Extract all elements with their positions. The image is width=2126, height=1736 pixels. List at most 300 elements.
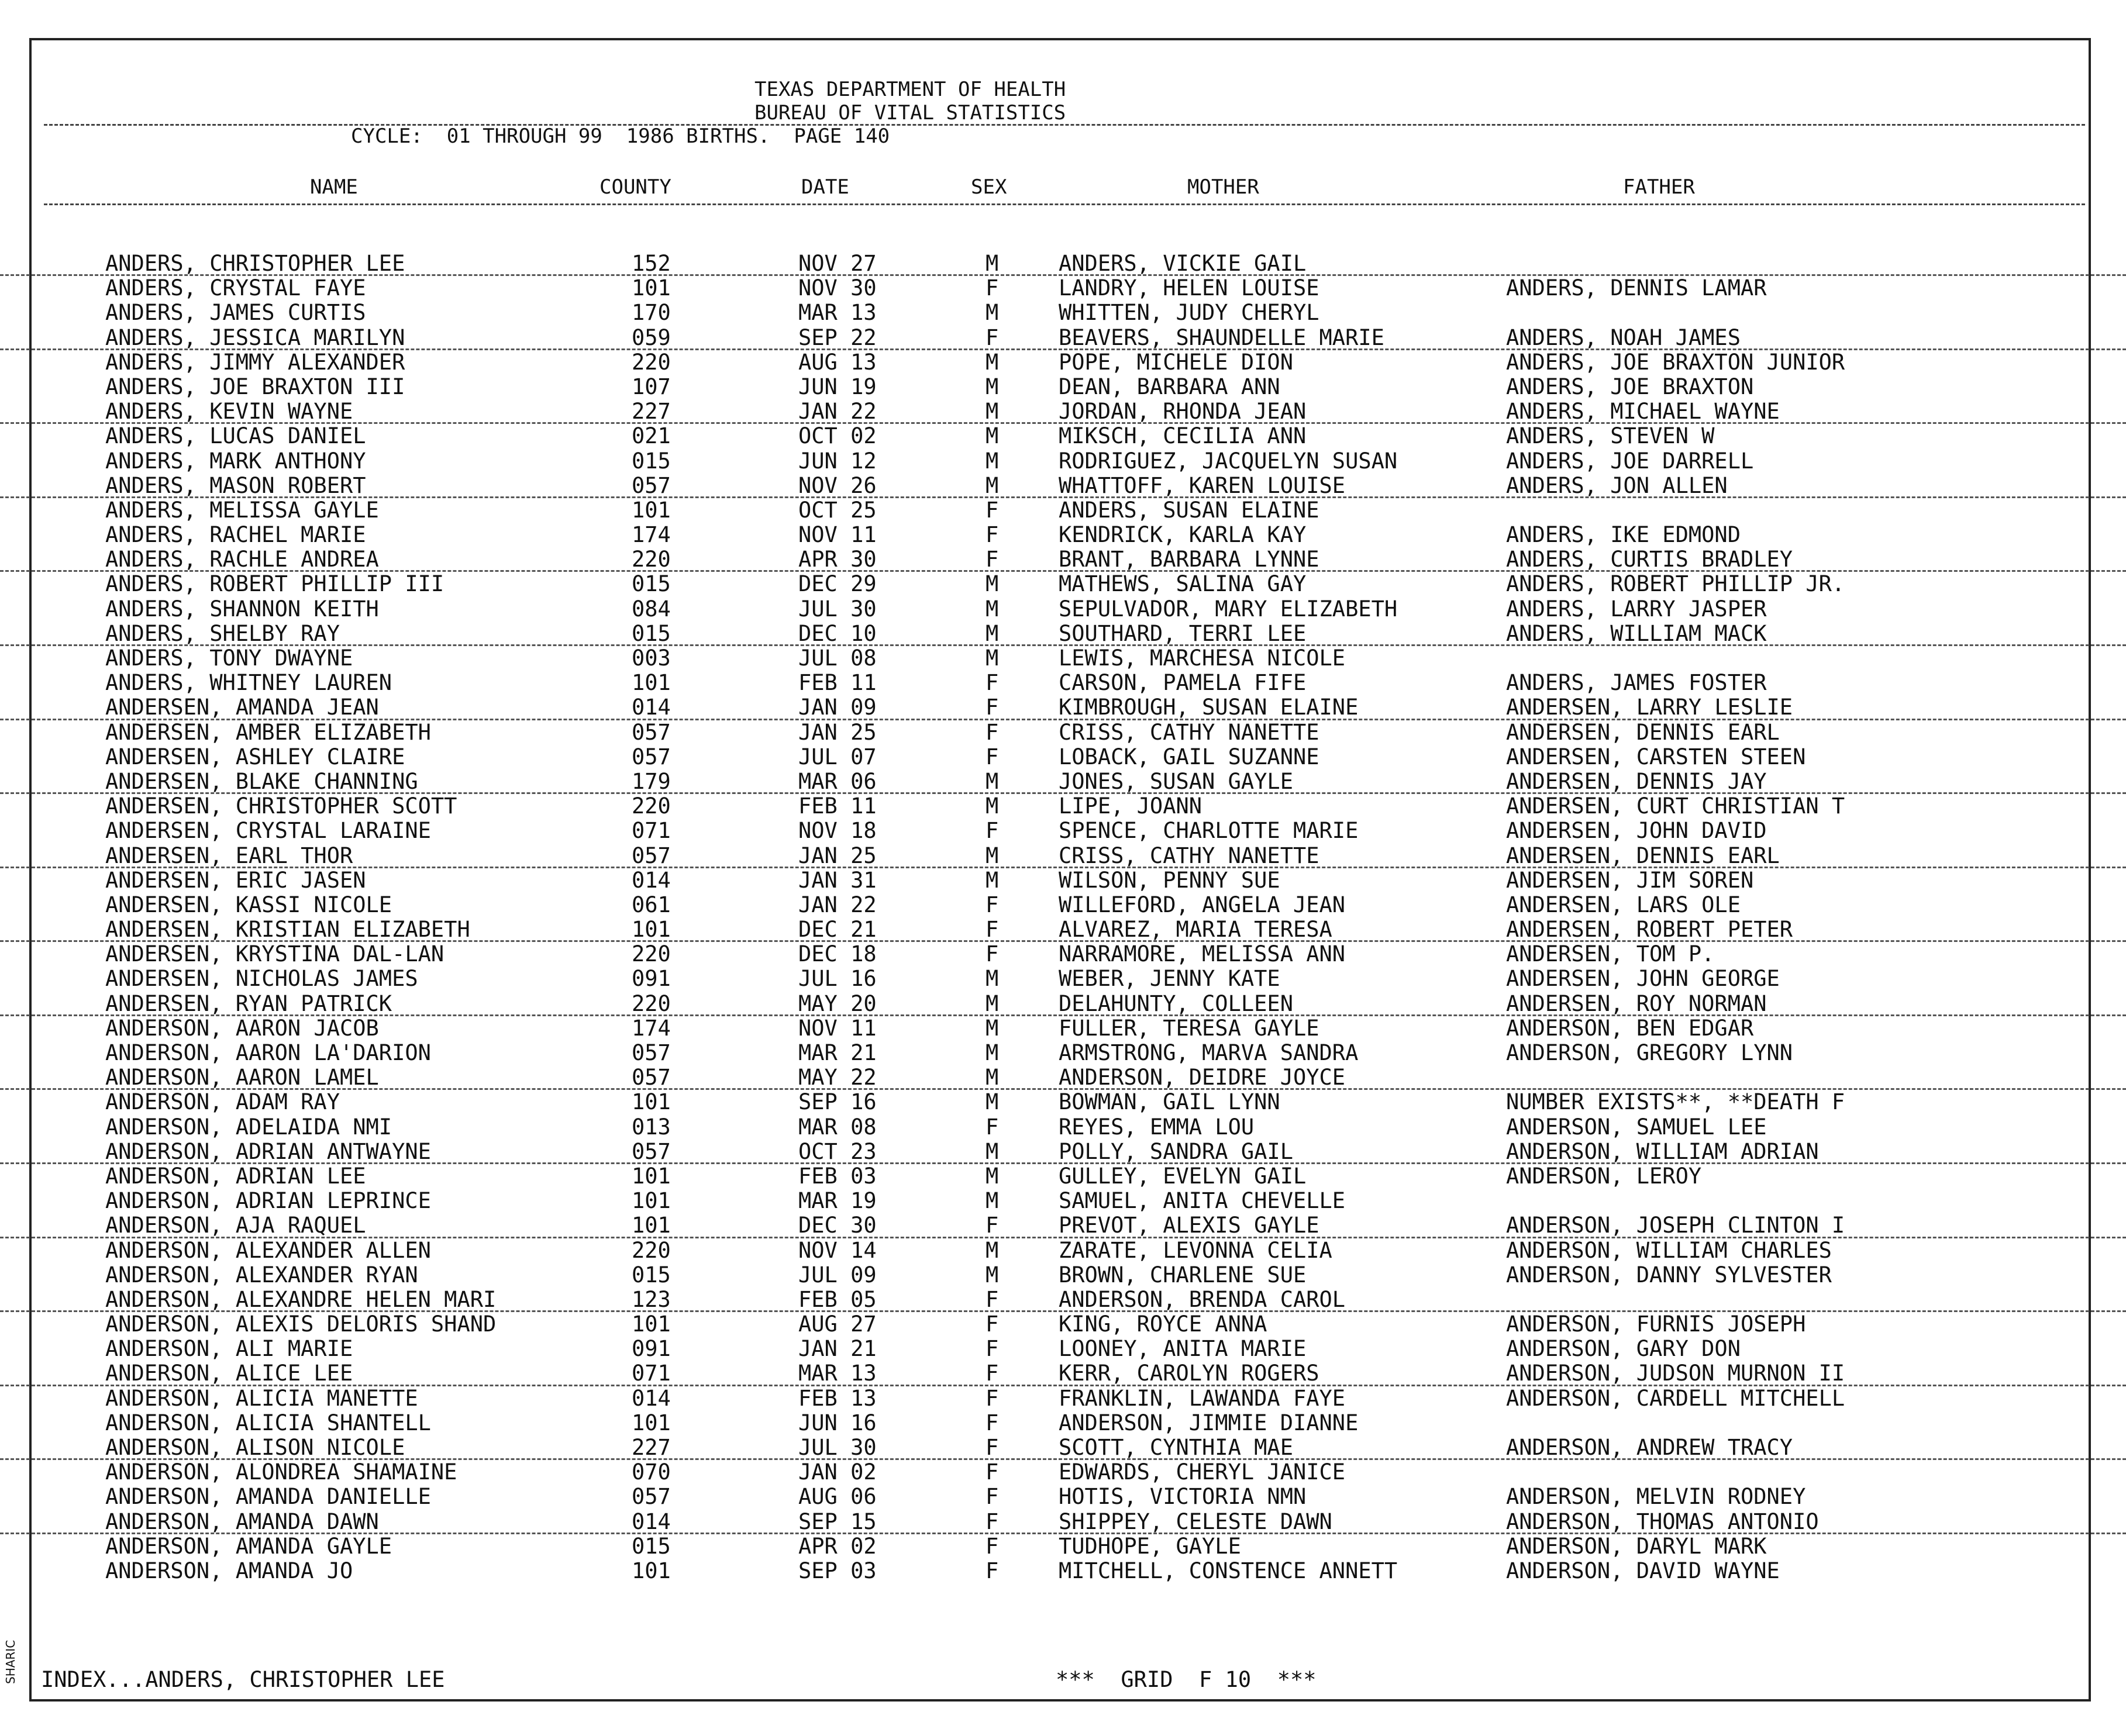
record-sex: M bbox=[986, 768, 999, 794]
record-row bbox=[0, 1263, 2126, 1288]
record-name: ANDERSON, ALISON NICOLE bbox=[105, 1435, 405, 1460]
record-name: ANDERSON, AARON LAMEL bbox=[105, 1065, 379, 1090]
record-county: 091 bbox=[632, 1336, 671, 1362]
record-mother: ANDERSON, JIMMIE DIANNE bbox=[1059, 1410, 1359, 1435]
record-date: FEB 03 bbox=[798, 1163, 877, 1189]
record-row bbox=[0, 1164, 2126, 1189]
record-mother: RODRIGUEZ, JACQUELYN SUSAN bbox=[1059, 448, 1398, 474]
record-row bbox=[0, 917, 2126, 942]
record-sex: M bbox=[986, 251, 999, 276]
record-date: MAY 20 bbox=[798, 990, 877, 1016]
record-county: 101 bbox=[632, 275, 671, 301]
record-county: 015 bbox=[632, 571, 671, 597]
record-row bbox=[0, 769, 2126, 794]
record-mother: PREVOT, ALEXIS GAYLE bbox=[1059, 1213, 1319, 1238]
record-county: 021 bbox=[632, 423, 671, 449]
header-title: TEXAS DEPARTMENT OF HEALTH bbox=[754, 78, 1066, 101]
record-county: 059 bbox=[632, 325, 671, 350]
record-name: ANDERSON, AJA RAQUEL bbox=[105, 1213, 366, 1238]
record-sex: M bbox=[986, 966, 999, 992]
record-mother: SPENCE, CHARLOTTE MARIE bbox=[1059, 818, 1359, 844]
record-county: 057 bbox=[632, 1065, 671, 1090]
record-father: ANDERSON, SAMUEL LEE bbox=[1506, 1114, 1767, 1140]
record-mother: WEBER, JENNY KATE bbox=[1059, 966, 1280, 992]
record-father: ANDERSON, WILLIAM ADRIAN bbox=[1506, 1138, 1819, 1164]
record-date: JUN 19 bbox=[798, 374, 877, 399]
record-county: 123 bbox=[632, 1286, 671, 1312]
record-county: 220 bbox=[632, 793, 671, 819]
record-date: MAY 22 bbox=[798, 1065, 877, 1090]
column-header-mother: MOTHER bbox=[1187, 175, 1259, 199]
record-father: ANDERSON, CARDELL MITCHELL bbox=[1506, 1385, 1845, 1411]
record-mother: LOONEY, ANITA MARIE bbox=[1059, 1336, 1307, 1362]
record-name: ANDERSEN, KRYSTINA DAL-LAN bbox=[105, 941, 445, 967]
record-mother: NARRAMORE, MELISSA ANN bbox=[1059, 941, 1346, 967]
record-date: SEP 22 bbox=[798, 325, 877, 350]
record-mother: ZARATE, LEVONNA CELIA bbox=[1059, 1237, 1332, 1263]
record-date: FEB 11 bbox=[798, 793, 877, 819]
record-date: AUG 06 bbox=[798, 1484, 877, 1510]
record-mother: BROWN, CHARLENE SUE bbox=[1059, 1262, 1307, 1288]
record-date: JUN 16 bbox=[798, 1410, 877, 1435]
record-county: 091 bbox=[632, 966, 671, 992]
record-county: 061 bbox=[632, 892, 671, 917]
record-row bbox=[0, 1485, 2126, 1509]
record-county: 101 bbox=[632, 1558, 671, 1583]
record-mother: ALVAREZ, MARIA TERESA bbox=[1059, 917, 1332, 943]
record-mother: BEAVERS, SHAUNDELLE MARIE bbox=[1059, 325, 1384, 350]
record-sex: F bbox=[986, 1114, 999, 1140]
record-father: ANDERSON, FURNIS JOSEPH bbox=[1506, 1312, 1806, 1337]
column-header-sex: SEX bbox=[971, 175, 1007, 199]
record-date: DEC 10 bbox=[798, 620, 877, 646]
record-county: 220 bbox=[632, 941, 671, 967]
record-row bbox=[0, 967, 2126, 991]
record-father: ANDERS, STEVEN W bbox=[1506, 423, 1715, 449]
record-county: 220 bbox=[632, 1237, 671, 1263]
record-name: ANDERS, LUCAS DANIEL bbox=[105, 423, 366, 449]
record-sex: F bbox=[986, 719, 999, 745]
record-mother: WILLEFORD, ANGELA JEAN bbox=[1059, 892, 1346, 917]
record-date: FEB 11 bbox=[798, 670, 877, 696]
record-row bbox=[0, 1559, 2126, 1583]
record-father: ANDERSEN, LARRY LESLIE bbox=[1506, 695, 1793, 720]
record-date: MAR 21 bbox=[798, 1040, 877, 1065]
record-sex: F bbox=[986, 1385, 999, 1411]
record-row bbox=[0, 720, 2126, 745]
record-row bbox=[0, 251, 2126, 276]
record-sex: F bbox=[986, 1286, 999, 1312]
record-sex: F bbox=[986, 1213, 999, 1238]
record-mother: KING, ROYCE ANNA bbox=[1059, 1312, 1267, 1337]
record-sex: F bbox=[986, 917, 999, 943]
record-mother: WHITTEN, JUDY CHERYL bbox=[1059, 300, 1319, 326]
record-county: 101 bbox=[632, 917, 671, 943]
record-father: ANDERSEN, LARS OLE bbox=[1506, 892, 1741, 917]
record-county: 057 bbox=[632, 472, 671, 498]
record-date: MAR 13 bbox=[798, 1361, 877, 1386]
record-date: JAN 25 bbox=[798, 843, 877, 868]
record-row bbox=[0, 1213, 2126, 1238]
record-father: ANDERS, WILLIAM MACK bbox=[1506, 620, 1767, 646]
record-row bbox=[0, 942, 2126, 967]
footer-grid: *** GRID F 10 *** bbox=[1056, 1667, 1317, 1692]
record-mother: BOWMAN, GAIL LYNN bbox=[1059, 1089, 1280, 1115]
record-row bbox=[0, 671, 2126, 695]
record-father: ANDERS, DENNIS LAMAR bbox=[1506, 275, 1767, 301]
record-mother: LANDRY, HELEN LOUISE bbox=[1059, 275, 1319, 301]
record-date: AUG 13 bbox=[798, 349, 877, 375]
record-row bbox=[0, 1189, 2126, 1213]
record-name: ANDERSEN, AMBER ELIZABETH bbox=[105, 719, 431, 745]
record-father: ANDERS, IKE EDMOND bbox=[1506, 522, 1741, 548]
record-date: JAN 02 bbox=[798, 1459, 877, 1485]
record-county: 015 bbox=[632, 620, 671, 646]
record-name: ANDERS, CHRISTOPHER LEE bbox=[105, 251, 405, 276]
record-sex: F bbox=[986, 325, 999, 350]
record-name: ANDERSEN, ERIC JASEN bbox=[105, 867, 366, 893]
record-father: ANDERS, JON ALLEN bbox=[1506, 472, 1728, 498]
record-mother: LOBACK, GAIL SUZANNE bbox=[1059, 744, 1319, 769]
record-row bbox=[0, 1312, 2126, 1337]
column-header-county: COUNTY bbox=[599, 175, 671, 199]
record-county: 227 bbox=[632, 1435, 671, 1460]
record-mother: ARMSTRONG, MARVA SANDRA bbox=[1059, 1040, 1359, 1065]
record-father: ANDERSEN, ROBERT PETER bbox=[1506, 917, 1793, 943]
record-county: 174 bbox=[632, 522, 671, 548]
record-father: ANDERSEN, DENNIS EARL bbox=[1506, 719, 1780, 745]
record-row bbox=[0, 819, 2126, 843]
record-county: 101 bbox=[632, 1188, 671, 1214]
record-father: ANDERS, ROBERT PHILLIP JR. bbox=[1506, 571, 1845, 597]
record-mother: MATHEWS, SALINA GAY bbox=[1059, 571, 1307, 597]
record-row bbox=[0, 572, 2126, 596]
header-cycle: CYCLE: 01 THROUGH 99 1986 BIRTHS. PAGE 140 bbox=[351, 125, 890, 148]
record-sex: M bbox=[986, 1138, 999, 1164]
record-row bbox=[0, 622, 2126, 646]
record-sex: F bbox=[986, 1435, 999, 1460]
record-sex: F bbox=[986, 1410, 999, 1435]
record-name: ANDERS, TONY DWAYNE bbox=[105, 646, 353, 671]
record-mother: KIMBROUGH, SUSAN ELAINE bbox=[1059, 695, 1359, 720]
record-row bbox=[0, 1115, 2126, 1140]
record-father: ANDERSON, DAVID WAYNE bbox=[1506, 1558, 1780, 1583]
record-sex: M bbox=[986, 1089, 999, 1115]
header-divider-2 bbox=[44, 203, 2085, 205]
record-name: ANDERSON, ADELAIDA NMI bbox=[105, 1114, 392, 1140]
record-sex: F bbox=[986, 818, 999, 844]
record-county: 013 bbox=[632, 1114, 671, 1140]
record-date: APR 30 bbox=[798, 547, 877, 572]
record-county: 179 bbox=[632, 768, 671, 794]
record-father: ANDERSON, JUDSON MURNON II bbox=[1506, 1361, 1845, 1386]
column-header-father: FATHER bbox=[1623, 175, 1695, 199]
record-name: ANDERSON, ADRIAN LEE bbox=[105, 1163, 366, 1189]
record-row bbox=[0, 474, 2126, 498]
record-county: 057 bbox=[632, 744, 671, 769]
record-row bbox=[0, 893, 2126, 917]
record-name: ANDERSEN, NICHOLAS JAMES bbox=[105, 966, 418, 992]
record-name: ANDERSON, ALEXANDER ALLEN bbox=[105, 1237, 431, 1263]
record-mother: CRISS, CATHY NANETTE bbox=[1059, 843, 1319, 868]
record-row bbox=[0, 1337, 2126, 1361]
record-county: 227 bbox=[632, 399, 671, 424]
record-date: JUN 12 bbox=[798, 448, 877, 474]
record-date: NOV 30 bbox=[798, 275, 877, 301]
record-mother: JONES, SUSAN GAYLE bbox=[1059, 768, 1293, 794]
record-name: ANDERSON, AARON JACOB bbox=[105, 1015, 379, 1041]
record-date: JAN 22 bbox=[798, 399, 877, 424]
record-name: ANDERSEN, BLAKE CHANNING bbox=[105, 768, 418, 794]
record-father: ANDERSON, MELVIN RODNEY bbox=[1506, 1484, 1806, 1510]
record-county: 015 bbox=[632, 448, 671, 474]
record-sex: M bbox=[986, 1065, 999, 1090]
record-mother: SCOTT, CYNTHIA MAE bbox=[1059, 1435, 1293, 1460]
record-date: JAN 09 bbox=[798, 695, 877, 720]
record-county: 057 bbox=[632, 1484, 671, 1510]
record-date: MAR 13 bbox=[798, 300, 877, 326]
record-mother: FULLER, TERESA GAYLE bbox=[1059, 1015, 1319, 1041]
record-sex: M bbox=[986, 646, 999, 671]
record-date: FEB 05 bbox=[798, 1286, 877, 1312]
record-sex: M bbox=[986, 1015, 999, 1041]
record-row bbox=[0, 794, 2126, 819]
record-mother: HOTIS, VICTORIA NMN bbox=[1059, 1484, 1307, 1510]
record-sex: F bbox=[986, 1558, 999, 1583]
record-sex: M bbox=[986, 596, 999, 622]
record-row bbox=[0, 597, 2126, 622]
record-mother: SOUTHARD, TERRI LEE bbox=[1059, 620, 1307, 646]
record-name: ANDERSEN, ASHLEY CLAIRE bbox=[105, 744, 405, 769]
record-county: 070 bbox=[632, 1459, 671, 1485]
record-name: ANDERSON, ALEXIS DELORIS SHAND bbox=[105, 1312, 497, 1337]
record-name: ANDERSON, AMANDA GAYLE bbox=[105, 1533, 392, 1559]
record-mother: ANDERS, SUSAN ELAINE bbox=[1059, 497, 1319, 523]
record-mother: BRANT, BARBARA LYNNE bbox=[1059, 547, 1319, 572]
record-date: OCT 02 bbox=[798, 423, 877, 449]
record-county: 084 bbox=[632, 596, 671, 622]
record-name: ANDERSON, ALICIA SHANTELL bbox=[105, 1410, 431, 1435]
side-mark bbox=[4, 1637, 27, 1696]
record-sex: M bbox=[986, 423, 999, 449]
record-mother: SHIPPEY, CELESTE DAWN bbox=[1059, 1509, 1332, 1534]
record-mother: LEWIS, MARCHESA NICOLE bbox=[1059, 646, 1346, 671]
record-name: ANDERSON, ALI MARIE bbox=[105, 1336, 353, 1362]
record-father: ANDERSON, THOMAS ANTONIO bbox=[1506, 1509, 1819, 1534]
record-county: 107 bbox=[632, 374, 671, 399]
record-mother: REYES, EMMA LOU bbox=[1059, 1114, 1255, 1140]
record-row bbox=[0, 276, 2126, 301]
record-row bbox=[0, 1288, 2126, 1312]
record-row bbox=[0, 375, 2126, 399]
record-date: DEC 18 bbox=[798, 941, 877, 967]
record-county: 015 bbox=[632, 1262, 671, 1288]
record-sex: F bbox=[986, 1312, 999, 1337]
record-row bbox=[0, 695, 2126, 720]
record-sex: M bbox=[986, 793, 999, 819]
record-father: ANDERS, JOE BRAXTON JUNIOR bbox=[1506, 349, 1845, 375]
record-row bbox=[0, 1140, 2126, 1164]
record-mother: EDWARDS, CHERYL JANICE bbox=[1059, 1459, 1346, 1485]
record-sex: M bbox=[986, 1163, 999, 1189]
records-list bbox=[0, 251, 2126, 1583]
record-county: 220 bbox=[632, 547, 671, 572]
record-date: MAR 19 bbox=[798, 1188, 877, 1214]
record-county: 170 bbox=[632, 300, 671, 326]
record-row bbox=[0, 350, 2126, 375]
side-mark-text: SHARIC bbox=[4, 1640, 18, 1684]
record-county: 101 bbox=[632, 1089, 671, 1115]
record-sex: M bbox=[986, 300, 999, 326]
record-sex: F bbox=[986, 522, 999, 548]
record-county: 071 bbox=[632, 818, 671, 844]
record-name: ANDERS, JOE BRAXTON III bbox=[105, 374, 405, 399]
record-mother: SAMUEL, ANITA CHEVELLE bbox=[1059, 1188, 1346, 1214]
record-sex: M bbox=[986, 472, 999, 498]
record-county: 220 bbox=[632, 349, 671, 375]
record-father: ANDERS, JOE DARRELL bbox=[1506, 448, 1754, 474]
record-name: ANDERSON, ADRIAN ANTWAYNE bbox=[105, 1138, 431, 1164]
record-date: JUL 16 bbox=[798, 966, 877, 992]
record-date: DEC 21 bbox=[798, 917, 877, 943]
record-row bbox=[0, 1386, 2126, 1411]
record-sex: F bbox=[986, 497, 999, 523]
record-father: ANDERS, MICHAEL WAYNE bbox=[1506, 399, 1780, 424]
record-date: NOV 11 bbox=[798, 1015, 877, 1041]
record-father: ANDERSON, BEN EDGAR bbox=[1506, 1015, 1754, 1041]
record-county: 057 bbox=[632, 1040, 671, 1065]
record-date: JUL 30 bbox=[798, 1435, 877, 1460]
record-county: 014 bbox=[632, 1509, 671, 1534]
record-mother: TUDHOPE, GAYLE bbox=[1059, 1533, 1241, 1559]
record-sex: M bbox=[986, 374, 999, 399]
record-name: ANDERS, JIMMY ALEXANDER bbox=[105, 349, 405, 375]
record-mother: JORDAN, RHONDA JEAN bbox=[1059, 399, 1307, 424]
record-county: 152 bbox=[632, 251, 671, 276]
record-name: ANDERS, MELISSA GAYLE bbox=[105, 497, 379, 523]
record-county: 101 bbox=[632, 1213, 671, 1238]
record-name: ANDERSEN, RYAN PATRICK bbox=[105, 990, 392, 1016]
record-father: ANDERSON, WILLIAM CHARLES bbox=[1506, 1237, 1832, 1263]
record-mother: GULLEY, EVELYN GAIL bbox=[1059, 1163, 1307, 1189]
record-mother: POLLY, SANDRA GAIL bbox=[1059, 1138, 1293, 1164]
record-date: MAR 08 bbox=[798, 1114, 877, 1140]
record-sex: M bbox=[986, 1188, 999, 1214]
record-row bbox=[0, 547, 2126, 572]
record-name: ANDERS, RACHLE ANDREA bbox=[105, 547, 379, 572]
record-name: ANDERS, RACHEL MARIE bbox=[105, 522, 366, 548]
record-sex: M bbox=[986, 448, 999, 474]
record-county: 174 bbox=[632, 1015, 671, 1041]
record-row bbox=[0, 424, 2126, 448]
record-sex: F bbox=[986, 744, 999, 769]
record-mother: LIPE, JOANN bbox=[1059, 793, 1202, 819]
record-name: ANDERS, MARK ANTHONY bbox=[105, 448, 366, 474]
record-date: JUL 07 bbox=[798, 744, 877, 769]
record-sex: F bbox=[986, 1509, 999, 1534]
record-date: JUL 30 bbox=[798, 596, 877, 622]
record-name: ANDERSEN, KASSI NICOLE bbox=[105, 892, 392, 917]
record-name: ANDERS, SHELBY RAY bbox=[105, 620, 340, 646]
record-father: ANDERS, NOAH JAMES bbox=[1506, 325, 1741, 350]
record-date: OCT 23 bbox=[798, 1138, 877, 1164]
record-name: ANDERS, ROBERT PHILLIP III bbox=[105, 571, 445, 597]
record-row bbox=[0, 523, 2126, 547]
record-sex: M bbox=[986, 843, 999, 868]
record-date: SEP 03 bbox=[798, 1558, 877, 1583]
record-row bbox=[0, 301, 2126, 325]
record-date: NOV 11 bbox=[798, 522, 877, 548]
record-date: NOV 27 bbox=[798, 251, 877, 276]
record-mother: POPE, MICHELE DION bbox=[1059, 349, 1293, 375]
record-county: 101 bbox=[632, 1410, 671, 1435]
record-sex: F bbox=[986, 892, 999, 917]
record-row bbox=[0, 844, 2126, 868]
record-father: ANDERSEN, DENNIS JAY bbox=[1506, 768, 1767, 794]
record-county: 014 bbox=[632, 1385, 671, 1411]
record-row bbox=[0, 1435, 2126, 1460]
record-date: JUL 08 bbox=[798, 646, 877, 671]
record-name: ANDERSEN, CHRISTOPHER SCOTT bbox=[105, 793, 457, 819]
record-date: DEC 29 bbox=[798, 571, 877, 597]
record-row bbox=[0, 1534, 2126, 1559]
record-date: JAN 31 bbox=[798, 867, 877, 893]
record-name: ANDERSON, ALEXANDER RYAN bbox=[105, 1262, 418, 1288]
record-date: AUG 27 bbox=[798, 1312, 877, 1337]
record-father: ANDERSEN, CARSTEN STEEN bbox=[1506, 744, 1806, 769]
record-name: ANDERSEN, EARL THOR bbox=[105, 843, 353, 868]
record-date: NOV 14 bbox=[798, 1237, 877, 1263]
record-sex: M bbox=[986, 1237, 999, 1263]
record-father: ANDERS, CURTIS BRADLEY bbox=[1506, 547, 1793, 572]
record-sex: M bbox=[986, 1262, 999, 1288]
record-name: ANDERSON, AMANDA JO bbox=[105, 1558, 353, 1583]
record-sex: F bbox=[986, 1459, 999, 1485]
record-county: 101 bbox=[632, 1312, 671, 1337]
record-county: 057 bbox=[632, 719, 671, 745]
record-father: ANDERSON, ANDREW TRACY bbox=[1506, 1435, 1793, 1460]
record-date: OCT 25 bbox=[798, 497, 877, 523]
record-row bbox=[0, 1090, 2126, 1114]
record-father: ANDERSON, GREGORY LYNN bbox=[1506, 1040, 1793, 1065]
record-name: ANDERSON, AMANDA DANIELLE bbox=[105, 1484, 431, 1510]
record-row bbox=[0, 1016, 2126, 1041]
record-mother: WHATTOFF, KAREN LOUISE bbox=[1059, 472, 1346, 498]
record-name: ANDERSON, ALONDREA SHAMAINE bbox=[105, 1459, 457, 1485]
record-father: ANDERSON, DANNY SYLVESTER bbox=[1506, 1262, 1832, 1288]
record-date: SEP 15 bbox=[798, 1509, 877, 1534]
record-sex: F bbox=[986, 941, 999, 967]
record-county: 015 bbox=[632, 1533, 671, 1559]
record-row bbox=[0, 992, 2126, 1016]
record-name: ANDERSEN, AMANDA JEAN bbox=[105, 695, 379, 720]
record-father: ANDERS, JAMES FOSTER bbox=[1506, 670, 1767, 696]
record-name: ANDERSON, AMANDA DAWN bbox=[105, 1509, 379, 1534]
record-mother: SEPULVADOR, MARY ELIZABETH bbox=[1059, 596, 1398, 622]
record-father: ANDERSON, JOSEPH CLINTON I bbox=[1506, 1213, 1845, 1238]
record-mother: MITCHELL, CONSTENCE ANNETT bbox=[1059, 1558, 1398, 1583]
record-name: ANDERSON, ADRIAN LEPRINCE bbox=[105, 1188, 431, 1214]
record-row bbox=[0, 1361, 2126, 1386]
record-sex: F bbox=[986, 1336, 999, 1362]
record-row bbox=[0, 1065, 2126, 1090]
record-county: 071 bbox=[632, 1361, 671, 1386]
record-sex: M bbox=[986, 1040, 999, 1065]
record-father: ANDERSON, LEROY bbox=[1506, 1163, 1702, 1189]
record-sex: F bbox=[986, 1484, 999, 1510]
record-county: 101 bbox=[632, 497, 671, 523]
record-sex: F bbox=[986, 275, 999, 301]
